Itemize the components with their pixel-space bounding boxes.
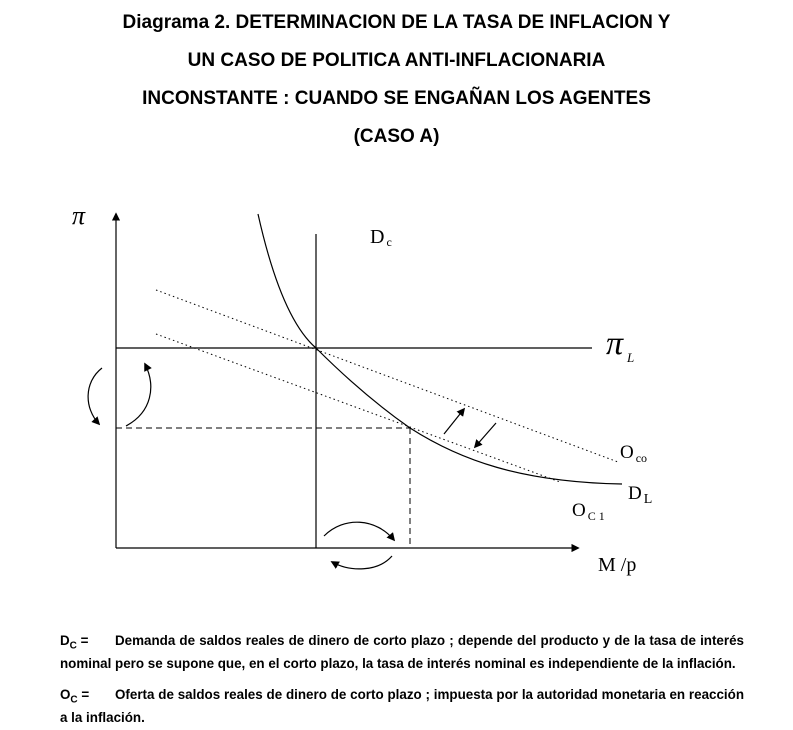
dc-letter: D bbox=[370, 226, 385, 248]
legend-oc-text: Oferta de saldos reales de dinero de corto plazo ; impuesta por la autoridad monetaria en reacción a la inflación. bbox=[60, 687, 744, 725]
curved-arrow-down bbox=[88, 368, 102, 424]
dc-label bbox=[370, 226, 392, 249]
legend-dc-text: Demanda de saldos reales de dinero de corto plazo ; depende del producto y de la tasa de interés nominal pero se supone que, en el corto plazo, la tasa de interés nominal es independiente de la inflación. bbox=[60, 633, 744, 671]
legend-oc bbox=[60, 686, 744, 726]
legend-dc bbox=[60, 632, 744, 672]
legend-dc-abbr-eq: = bbox=[76, 633, 89, 648]
title-line-1: Diagrama 2. DETERMINACION DE LA TASA DE INFLACION Y bbox=[122, 12, 671, 33]
legend-oc-abbr-letter: O bbox=[60, 687, 71, 702]
legend-dc-abbr bbox=[60, 632, 115, 655]
title-line-3: INCONSTANTE : CUANDO SE ENGAÑAN LOS AGENTES bbox=[142, 88, 651, 109]
x-axis-label: M /p bbox=[598, 554, 637, 576]
title-line-4: (CASO A) bbox=[353, 126, 440, 147]
y-axis-label: π bbox=[72, 201, 86, 230]
pi-l-label bbox=[606, 325, 634, 365]
title-line-2: UN CASO DE POLITICA ANTI-INFLACIONARIA bbox=[187, 50, 606, 71]
legend-oc-abbr bbox=[60, 686, 115, 709]
oc1-supply-line bbox=[156, 334, 560, 482]
shift-down-arrow bbox=[475, 423, 496, 447]
pi-l-symbol: π bbox=[606, 325, 624, 362]
dl-sub: L bbox=[643, 492, 653, 507]
legend-dc-abbr-letter: D bbox=[60, 633, 70, 648]
oc1-label bbox=[572, 500, 605, 523]
oco-letter: O bbox=[620, 442, 634, 463]
legend-oc-abbr-sub: C bbox=[70, 694, 78, 706]
oco-label bbox=[620, 442, 647, 465]
oco-supply-line bbox=[156, 290, 618, 462]
oc1-sub: C 1 bbox=[587, 509, 605, 523]
shift-up-arrow bbox=[444, 409, 464, 434]
dc-sub: c bbox=[386, 235, 392, 249]
oc1-letter: O bbox=[572, 500, 586, 521]
legend-oc-abbr-eq: = bbox=[77, 687, 90, 702]
dl-label bbox=[628, 483, 652, 507]
curved-arrow-left bbox=[332, 556, 392, 569]
dl-demand-curve bbox=[258, 214, 622, 484]
oco-sub: co bbox=[635, 451, 648, 465]
curved-arrow-up bbox=[126, 364, 151, 426]
curved-arrow-right bbox=[324, 522, 394, 540]
pi-l-subscript: L bbox=[627, 350, 635, 365]
legend-dc-abbr-sub: C bbox=[69, 640, 77, 652]
dl-letter: D bbox=[628, 483, 642, 504]
